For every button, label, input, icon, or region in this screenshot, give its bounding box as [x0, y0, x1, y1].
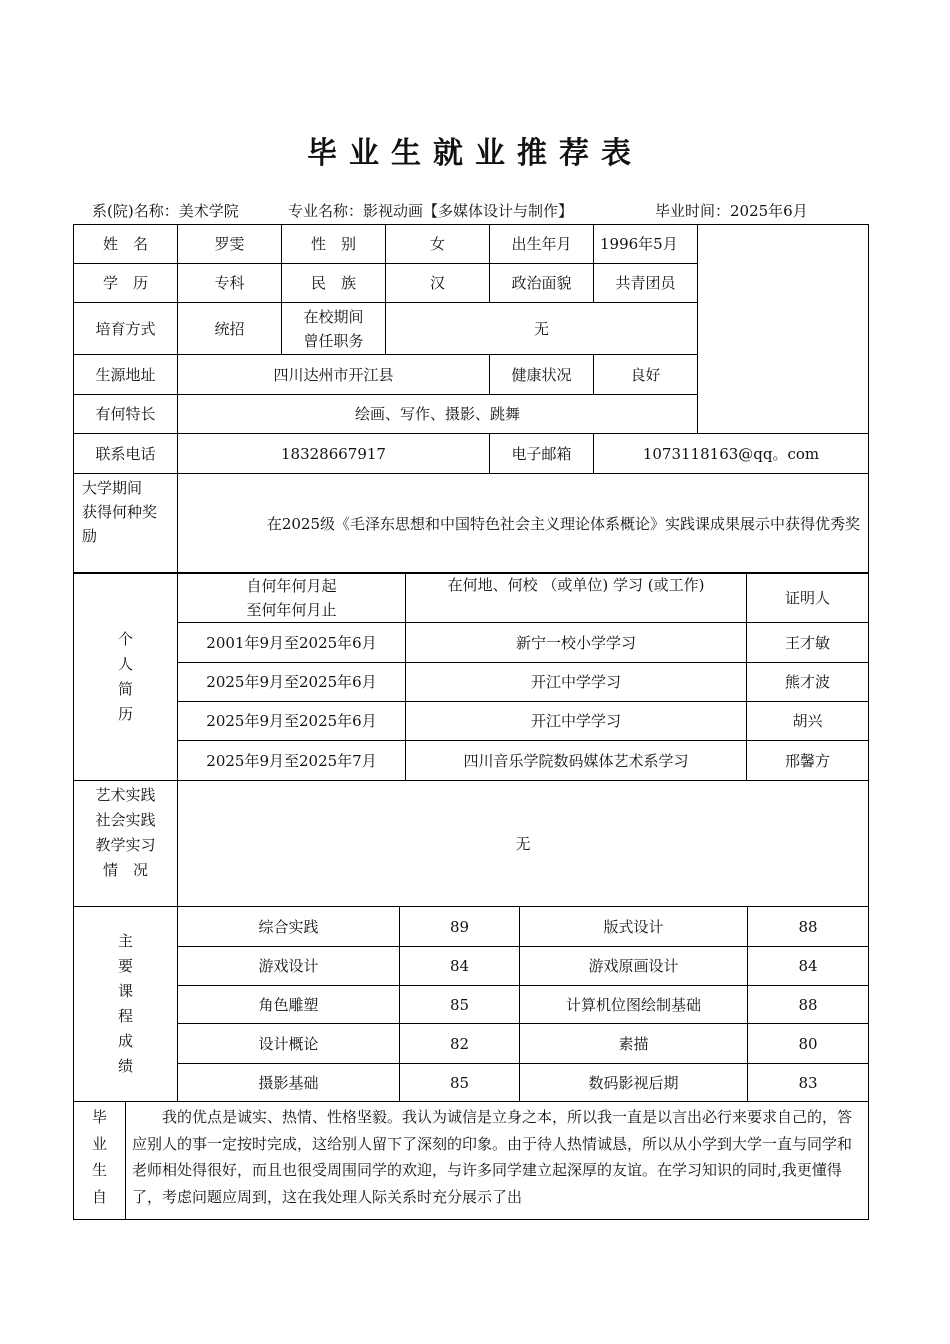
practice-label-line: 艺术实践 — [95, 786, 156, 804]
self-eval-text: 我的优点是诚实、热情、性格坚毅。我认为诚信是立身之本，所以我一直是以言出必行来要求自己的，答应别人的事一定按时完成，这给别人留下了深刻的印象。由于待人热情诚恳，所以从小学到大学一直与同学和老师相处得很好，而且也很受周围同学的欢迎，与许多同学建立起深厚的友谊。在学习知识的同时,我更懂得了，考虑问题应周到，这在我处理人际关系时充分展示了出 — [126, 1102, 869, 1220]
self-eval-label-char: 毕 — [91, 1108, 107, 1126]
awards-label-line-2: 获得何种奖 — [82, 503, 158, 521]
awards-label-line-3: 励 — [82, 527, 98, 545]
training-value: 统招 — [178, 303, 282, 355]
period-header — [178, 573, 406, 623]
email-label: 电子邮箱 — [490, 434, 594, 474]
birth-label: 出生年月 — [490, 225, 594, 264]
self-eval-table — [73, 1101, 869, 1220]
course-score: 89 — [400, 907, 520, 947]
basic-info-table — [73, 224, 869, 574]
resume-label-char: 简 — [117, 679, 133, 698]
course-name: 素描 — [520, 1024, 748, 1064]
health-value: 良好 — [594, 355, 698, 395]
awards-label-line-1: 大学期间 — [82, 479, 143, 497]
resume-label-char: 人 — [117, 654, 133, 673]
phone-value: 18328667917 — [178, 434, 490, 474]
resume-period: 2025年9月至2025年6月 — [178, 702, 406, 741]
course-name: 计算机位图绘制基础 — [520, 986, 748, 1024]
resume-place: 新宁一校小学学习 — [406, 623, 747, 663]
training-label: 培育方式 — [74, 303, 178, 355]
course-name: 设计概论 — [178, 1024, 400, 1064]
origin-label: 生源地址 — [74, 355, 178, 395]
course-score: 85 — [400, 1064, 520, 1102]
ethnic-value: 汉 — [386, 264, 490, 303]
resume-period: 2001年9月至2025年6月 — [178, 623, 406, 663]
course-score: 80 — [748, 1024, 869, 1064]
photo-area — [698, 225, 869, 434]
practice-label-line: 社会实践 — [95, 811, 156, 829]
course-score: 85 — [400, 986, 520, 1024]
course-name: 数码影视后期 — [520, 1064, 748, 1102]
courses-label — [74, 907, 178, 1102]
course-name: 版式设计 — [520, 907, 748, 947]
course-name: 综合实践 — [178, 907, 400, 947]
place-header: 在何地、何校 （或单位) 学习 (或工作) — [406, 573, 747, 623]
witness-header: 证明人 — [747, 573, 869, 623]
position-value: 无 — [386, 303, 698, 355]
resume-witness: 熊才波 — [747, 663, 869, 702]
position-label-line-1: 在校期间 — [303, 307, 364, 326]
practice-label-line: 情 况 — [102, 861, 148, 879]
self-eval-label-char: 自 — [91, 1187, 107, 1206]
courses-label-char: 要 — [117, 957, 133, 975]
awards-label — [74, 474, 178, 574]
position-label-line-2: 曾任职务 — [303, 331, 364, 350]
course-score: 83 — [748, 1064, 869, 1102]
origin-value: 四川达州市开江县 — [178, 355, 490, 395]
resume-witness: 王才敏 — [747, 623, 869, 663]
course-score: 88 — [748, 907, 869, 947]
self-eval-label-char: 业 — [91, 1134, 107, 1153]
resume-period: 2025年9月至2025年7月 — [178, 741, 406, 781]
period-header-line-2: 至何年何月止 — [246, 600, 337, 619]
course-name: 游戏原画设计 — [520, 947, 748, 986]
resume-period: 2025年9月至2025年6月 — [178, 663, 406, 702]
course-name: 摄影基础 — [178, 1064, 400, 1102]
resume-table — [73, 572, 869, 781]
page-title: 毕业生就业推荐表 — [307, 136, 643, 171]
courses-label-char: 课 — [117, 982, 133, 1000]
course-score: 84 — [748, 947, 869, 986]
period-header-line-1: 自何年何月起 — [246, 576, 337, 595]
edu-value: 专科 — [178, 264, 282, 303]
resume-place: 开江中学学习 — [406, 702, 747, 741]
name-label: 姓 名 — [74, 225, 178, 264]
awards-value: 在2025级《毛泽东思想和中国特色社会主义理论体系概论》实践课成果展示中获得优秀奖 — [178, 474, 869, 574]
courses-label-char: 成 — [117, 1032, 133, 1050]
political-value: 共青团员 — [594, 264, 698, 303]
position-label — [282, 303, 386, 355]
courses-label-char: 主 — [117, 932, 133, 950]
gender-label: 性 别 — [282, 225, 386, 264]
courses-label-char: 程 — [117, 1007, 133, 1025]
course-score: 82 — [400, 1024, 520, 1064]
self-eval-label — [74, 1102, 126, 1220]
edu-label: 学 历 — [74, 264, 178, 303]
ethnic-label: 民 族 — [282, 264, 386, 303]
courses-table — [73, 906, 869, 1102]
practice-label-line: 教学实习 — [95, 836, 156, 854]
major-label: 专业名称：影视动画【多媒体设计与制作】 — [288, 202, 574, 220]
practice-label — [74, 781, 178, 907]
practice-table — [73, 780, 869, 907]
birth-value: 1996年5月 — [594, 225, 698, 264]
skills-value: 绘画、写作、摄影、跳舞 — [178, 395, 698, 434]
skills-label: 有何特长 — [74, 395, 178, 434]
email-value: 1073118163@qq。com — [594, 434, 869, 474]
name-value: 罗雯 — [178, 225, 282, 264]
course-score: 84 — [400, 947, 520, 986]
health-label: 健康状况 — [490, 355, 594, 395]
resume-label — [74, 573, 178, 781]
course-score: 88 — [748, 986, 869, 1024]
resume-place: 开江中学学习 — [406, 663, 747, 702]
resume-witness: 邢馨方 — [747, 741, 869, 781]
resume-witness: 胡兴 — [747, 702, 869, 741]
practice-value: 无 — [178, 781, 869, 907]
resume-place: 四川音乐学院数码媒体艺术系学习 — [406, 741, 747, 781]
self-eval-label-char: 生 — [91, 1161, 107, 1179]
resume-label-char: 历 — [117, 704, 133, 723]
phone-label: 联系电话 — [74, 434, 178, 474]
course-name: 角色雕塑 — [178, 986, 400, 1024]
resume-label-char: 个 — [117, 629, 133, 648]
courses-label-char: 绩 — [117, 1057, 133, 1075]
political-label: 政治面貌 — [490, 264, 594, 303]
course-name: 游戏设计 — [178, 947, 400, 986]
department-label: 系(院)名称：美术学院 — [92, 202, 239, 220]
gender-value: 女 — [386, 225, 490, 264]
grad-time-label: 毕业时间：2025年6月 — [655, 202, 808, 220]
